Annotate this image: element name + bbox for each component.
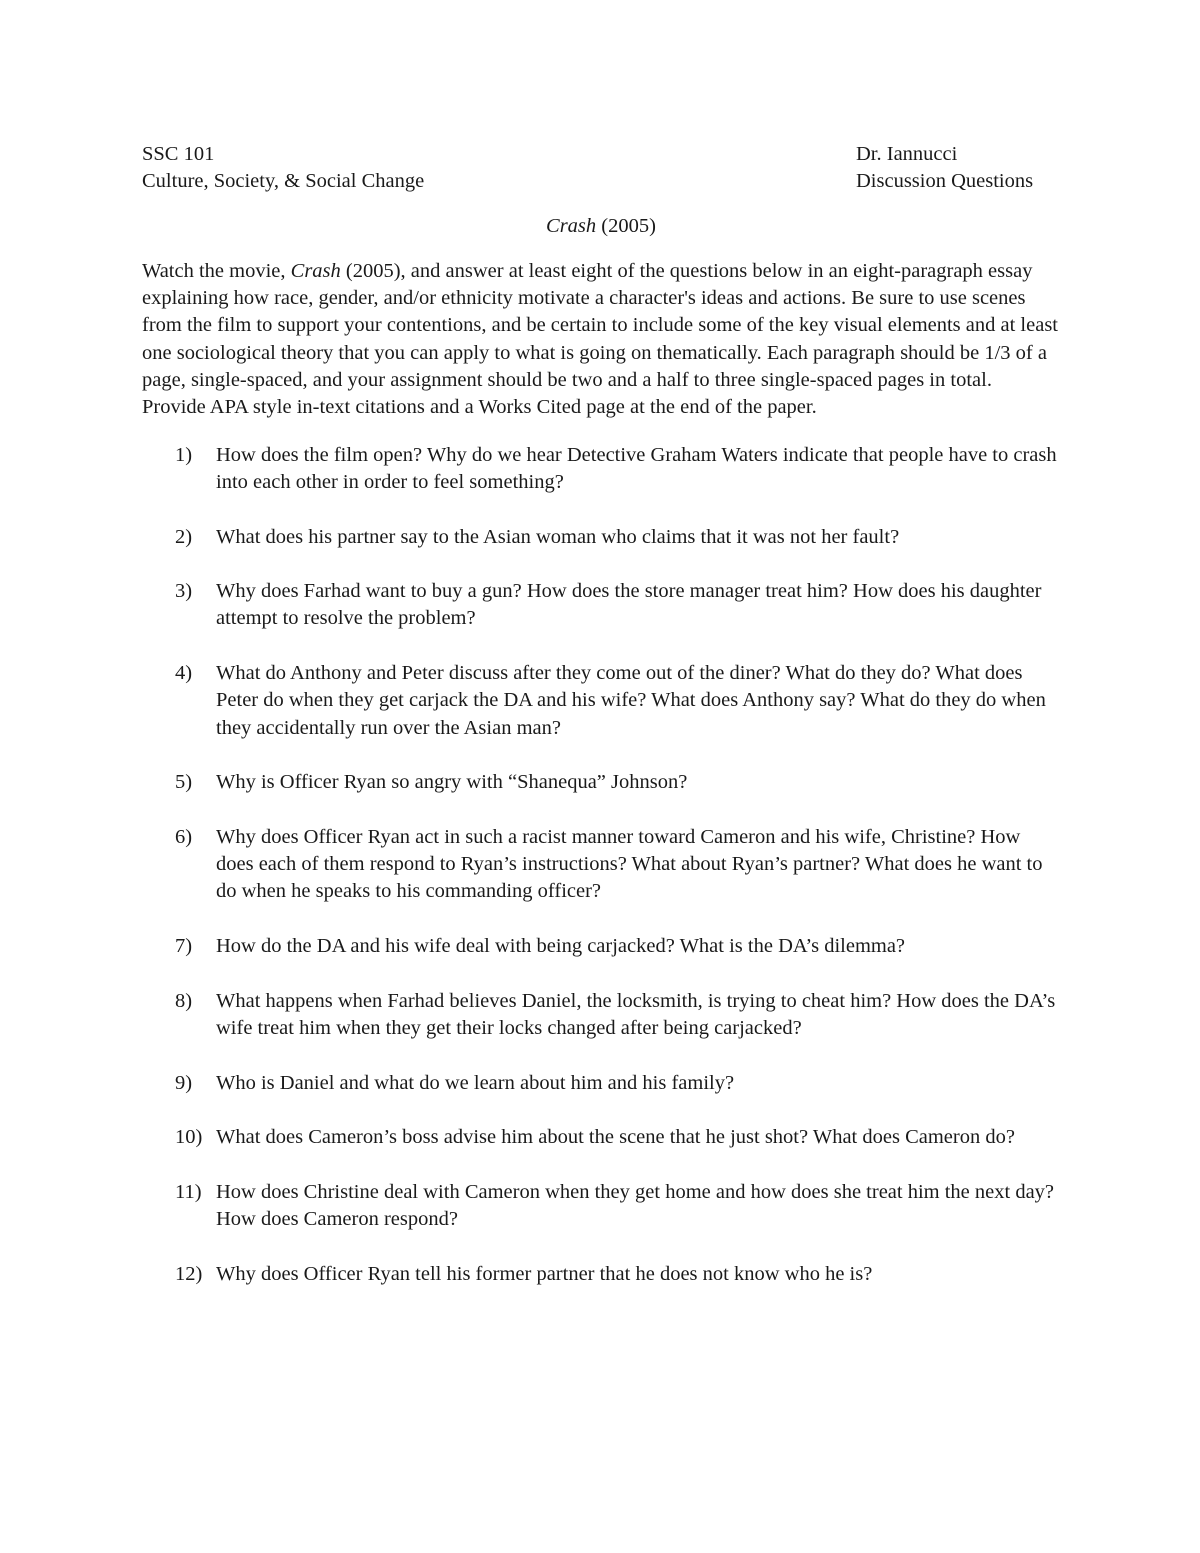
question-item (142, 524, 1060, 551)
course-code: SSC 101 (142, 143, 215, 165)
intro-paragraph (142, 258, 1060, 422)
question-number: 4) (175, 662, 193, 685)
page-title (142, 213, 1060, 240)
question-number: 10) (175, 1126, 203, 1149)
film-year: (2005) (596, 214, 656, 237)
question-text: What does Cameron’s boss advise him about the scene that he just shot? What does Cameron do? (216, 1126, 1015, 1149)
question-text: How do the DA and his wife deal with being carjacked? What is the DA’s dilemma? (216, 935, 906, 958)
question-text: Why does Farhad want to buy a gun? How does the store manager treat him? How does his daughter attempt to resolve the problem? (216, 580, 1042, 630)
question-text: Why does Officer Ryan act in such a racist manner toward Cameron and his wife, Christine? How does each of them respond to Ryan’s instructions? What about Ryan’s partner? What does he want to do when he speaks to his commanding officer? (216, 825, 1043, 903)
question-number: 5) (175, 771, 193, 794)
question-number: 7) (175, 935, 193, 958)
intro-before: Watch the movie, (142, 259, 291, 282)
question-number: 6) (175, 825, 193, 848)
question-item (142, 933, 1060, 960)
instructor-name: Dr. Iannucci (856, 143, 958, 165)
question-item (142, 1179, 1060, 1234)
question-item (142, 578, 1060, 633)
document-type: Discussion Questions (856, 170, 1034, 193)
question-text: How does Christine deal with Cameron when they get home and how does she treat him the next day? How does Cameron respond? (216, 1180, 1055, 1230)
intro-after: (2005), and answer at least eight of the questions below in an eight-paragraph essay explaining how race, gender, and/or ethnicity motivate a character's ideas and actions. Be sure to use scenes from the film to support your contentions, and be certain to include some of the key visual elements and at least one sociological theory that you can apply to what is going on thematically. Each paragraph should be 1/3 of a page, single-spaced, and your assignment should be two and a half to three single-spaced pages in total. Provide APA style in-text citations and a Works Cited page at the end of the paper. (142, 259, 1058, 419)
question-number: 2) (175, 525, 193, 548)
question-number: 11) (175, 1180, 202, 1203)
question-number: 3) (175, 580, 193, 603)
question-list (142, 442, 1060, 1288)
header-row-1 (142, 141, 1060, 168)
question-item (142, 1261, 1060, 1288)
question-text: Who is Daniel and what do we learn about him and his family? (216, 1071, 735, 1094)
question-item (142, 1124, 1060, 1151)
question-text: Why does Officer Ryan tell his former partner that he does not know who he is? (216, 1262, 873, 1285)
question-number: 8) (175, 989, 193, 1012)
course-title: Culture, Society, & Social Change (142, 170, 425, 193)
question-text: What do Anthony and Peter discuss after they come out of the diner? What do they do? What does Peter do when they get carjack the DA and his wife? What does Anthony say? What do they do when they accidentally run over the Asian man? (216, 662, 1046, 739)
document-page (142, 141, 1060, 1315)
intro-film-title: Crash (290, 259, 341, 282)
question-item (142, 442, 1060, 497)
question-number: 12) (175, 1262, 203, 1285)
question-number: 9) (175, 1071, 193, 1094)
question-item (142, 769, 1060, 796)
header-row-2 (142, 168, 1060, 195)
question-item (142, 1070, 1060, 1097)
film-title: Crash (546, 214, 597, 237)
question-text: How does the film open? Why do we hear Detective Graham Waters indicate that people have to crash into each other in order to feel something? (216, 443, 1057, 493)
question-number: 1) (175, 443, 193, 466)
question-text: What happens when Farhad believes Daniel, the locksmith, is trying to cheat him? How does the DA’s wife treat him when they get their locks changed after being carjacked? (216, 989, 1056, 1039)
question-item (142, 660, 1060, 742)
question-text: Why is Officer Ryan so angry with “Shanequa” Johnson? (216, 771, 688, 794)
question-item (142, 988, 1060, 1043)
question-text: What does his partner say to the Asian woman who claims that it was not her fault? (216, 525, 900, 548)
question-item (142, 824, 1060, 906)
